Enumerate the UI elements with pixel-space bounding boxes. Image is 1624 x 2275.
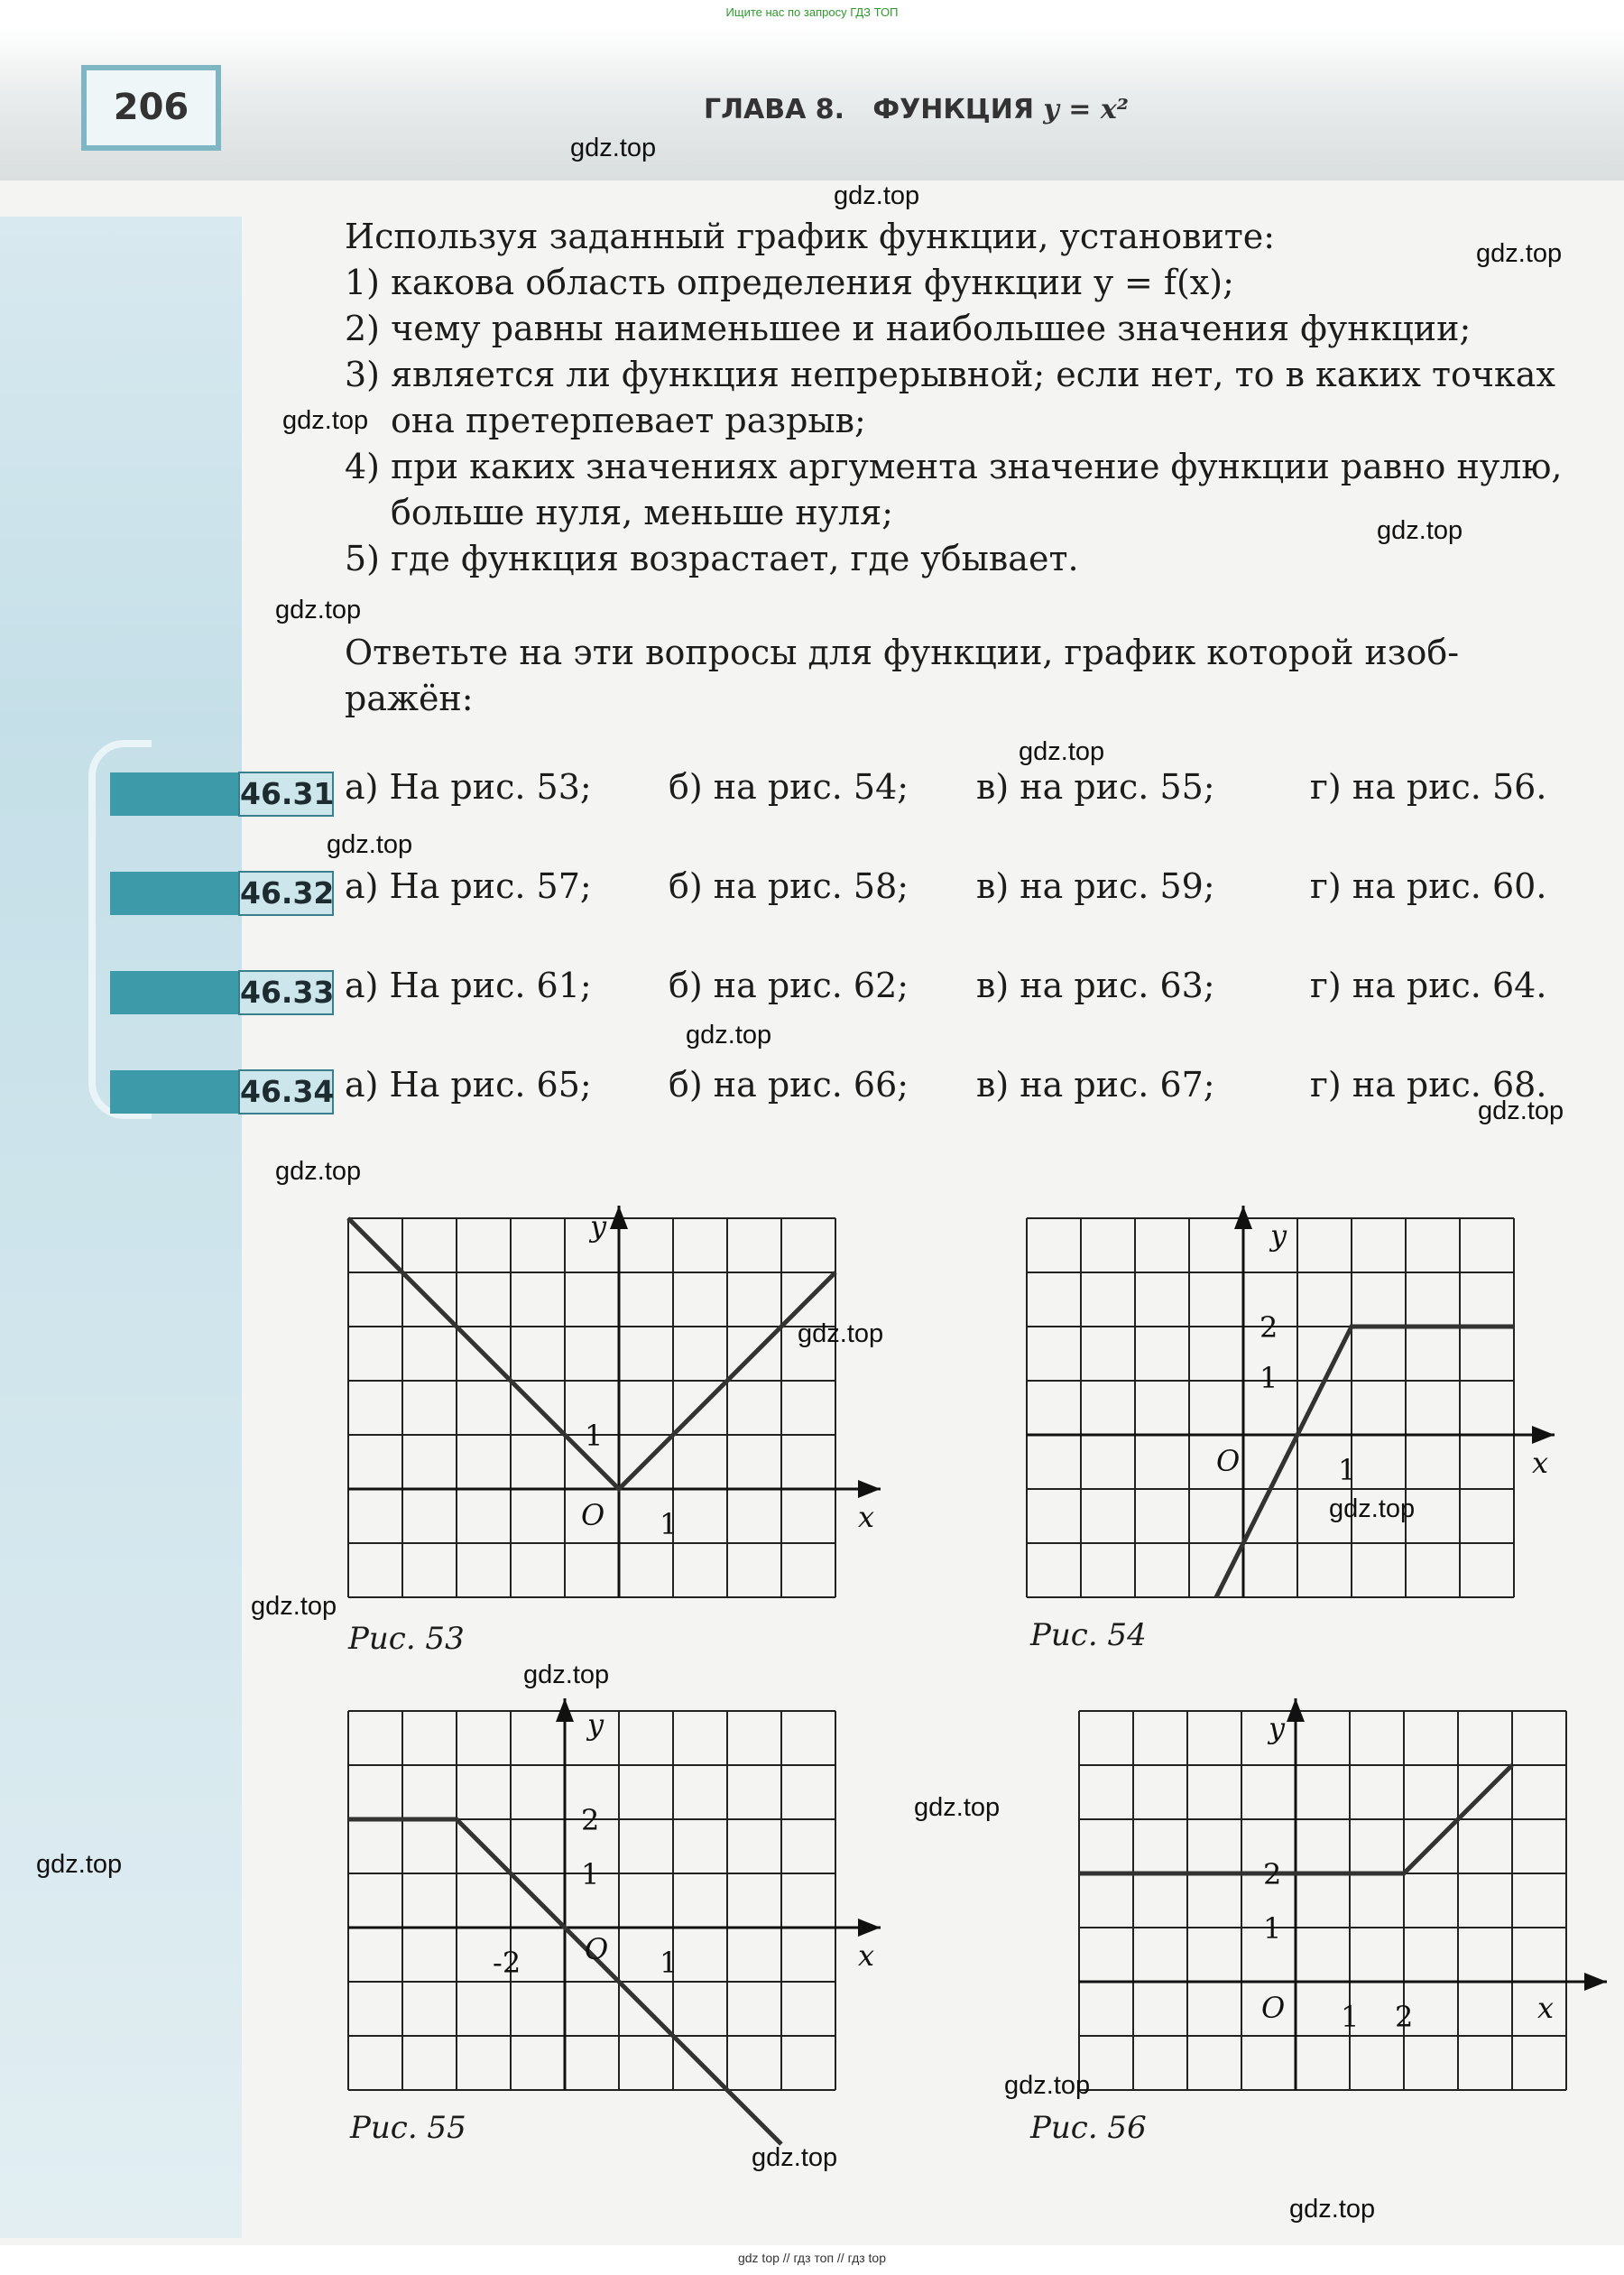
origin-label: O: [585, 1932, 609, 1966]
figure-54: [1027, 1218, 1563, 1597]
watermark[interactable]: gdz.top: [1019, 737, 1105, 766]
top-search-link[interactable]: Ищите нас по запросу ГДЗ ТОП: [725, 5, 899, 19]
origin-label: O: [1261, 1991, 1286, 2025]
grid: [348, 1218, 835, 1597]
watermark[interactable]: gdz.top: [275, 596, 362, 624]
figure-56: [1079, 1711, 1615, 2090]
question-line: ражён:: [345, 679, 474, 718]
y-label: y: [587, 1707, 604, 1742]
y-tick-label: 1: [1260, 1361, 1278, 1395]
exercise-number: 46.34: [238, 1069, 334, 1114]
exercise-item: б) на рис. 62;: [669, 966, 909, 1005]
figure-caption: Рис. 55: [350, 2110, 466, 2146]
intro-line: 1) какова область определения функции y = f(x);: [345, 263, 1234, 302]
exercise-item: в) на рис. 63;: [976, 966, 1215, 1005]
exercise-item: а) На рис. 65;: [345, 1065, 592, 1105]
intro-line: 4) при каких значениях аргумента значение функции равно нулю,: [345, 447, 1563, 486]
figure-caption: Рис. 56: [1030, 2110, 1147, 2146]
y-tick-label: 1: [581, 1857, 600, 1891]
watermark[interactable]: gdz.top: [1329, 1494, 1416, 1523]
x-tick-label: -2: [493, 1946, 521, 1980]
y-tick-label: 2: [1260, 1310, 1278, 1345]
x-arrow: [1584, 1973, 1607, 1991]
intro-line: Используя заданный график функции, установите:: [345, 217, 1276, 256]
chapter-label: ГЛАВА 8.: [704, 94, 845, 125]
exercise-item: в) на рис. 67;: [976, 1065, 1215, 1105]
y-tick-label: 1: [1263, 1911, 1282, 1946]
exercise-item: а) На рис. 53;: [345, 767, 592, 807]
x-arrow: [858, 1919, 881, 1937]
watermark[interactable]: gdz.top: [1478, 1096, 1564, 1125]
page-number: 206: [81, 65, 221, 151]
watermark[interactable]: gdz.top: [834, 181, 920, 210]
exercise-item: г) на рис. 56.: [1310, 767, 1547, 807]
watermark[interactable]: gdz.top: [798, 1319, 884, 1348]
y-tick-label: 2: [581, 1803, 600, 1837]
figure-caption: Рис. 53: [348, 1621, 465, 1657]
x-tick-label: 1: [1341, 2000, 1360, 2034]
watermark[interactable]: gdz.top: [914, 1793, 1001, 1822]
exercise-item: г) на рис. 60.: [1310, 866, 1547, 906]
exercise-item: а) На рис. 57;: [345, 866, 592, 906]
watermark[interactable]: gdz.top: [1377, 516, 1463, 545]
x-label: x: [1537, 1991, 1555, 2025]
intro-line: 3) является ли функция непрерывной; если нет, то в каких точках: [345, 355, 1555, 394]
chapter-header: [704, 94, 1129, 125]
watermark[interactable]: gdz.top: [686, 1021, 772, 1050]
x-arrow: [1532, 1426, 1555, 1444]
watermark[interactable]: gdz.top: [1289, 2195, 1376, 2224]
figure-caption: Рис. 54: [1030, 1617, 1147, 1653]
intro-line: она претерпевает разрыв;: [391, 401, 866, 440]
exercise-number: 46.33: [238, 970, 334, 1015]
y-label: y: [590, 1209, 607, 1244]
watermark[interactable]: gdz.top: [1476, 239, 1563, 268]
x-tick-label: 1: [1338, 1453, 1357, 1487]
x-arrow: [858, 1480, 881, 1498]
grid: [1079, 1711, 1566, 2090]
intro-line: больше нуля, меньше нуля;: [391, 493, 893, 532]
exercise-item: а) На рис. 61;: [345, 966, 592, 1005]
y-label: y: [1269, 1711, 1286, 1745]
exercise-item: б) на рис. 66;: [669, 1065, 909, 1105]
watermark[interactable]: gdz.top: [282, 406, 369, 435]
exercise-item: г) на рис. 68.: [1310, 1065, 1547, 1105]
watermark[interactable]: gdz.top: [523, 1660, 610, 1689]
exercise-item: б) на рис. 54;: [669, 767, 909, 807]
x-tick-label: 2: [1395, 2000, 1414, 2034]
bottom-links[interactable]: gdz top // гдз топ // гдз top: [737, 2251, 887, 2265]
exercise-item: в) на рис. 59;: [976, 866, 1215, 906]
side-panel: [0, 217, 242, 2238]
question-line: Ответьте на эти вопросы для функции, график которой изоб-: [345, 633, 1460, 672]
watermark[interactable]: gdz.top: [327, 830, 413, 859]
x-label: x: [858, 1500, 875, 1534]
grid: [348, 1711, 835, 2090]
chapter-formula: y = x²: [1043, 94, 1129, 125]
exercise-item: в) на рис. 55;: [976, 767, 1215, 807]
figure-55: [348, 1707, 890, 2090]
exercise-item: б) на рис. 58;: [669, 866, 909, 906]
x-tick-label: 1: [660, 1507, 678, 1541]
watermark[interactable]: gdz.top: [36, 1850, 123, 1879]
watermark[interactable]: gdz.top: [570, 134, 657, 162]
grid: [1027, 1218, 1514, 1597]
watermark[interactable]: gdz.top: [275, 1157, 362, 1186]
exercise-number: 46.31: [238, 772, 334, 817]
watermark[interactable]: gdz.top: [752, 2143, 838, 2172]
watermark[interactable]: gdz.top: [1004, 2071, 1091, 2100]
y-label: y: [1270, 1218, 1287, 1253]
watermark[interactable]: gdz.top: [251, 1592, 337, 1621]
x-label: x: [1532, 1446, 1549, 1480]
exercise-number: 46.32: [238, 871, 334, 916]
origin-label: O: [581, 1498, 605, 1532]
x-tick-label: 1: [660, 1946, 678, 1980]
intro-line: 2) чему равны наименьшее и наибольшее значения функции;: [345, 309, 1472, 348]
origin-label: O: [1216, 1444, 1241, 1478]
chapter-title: ФУНКЦИЯ: [872, 94, 1034, 125]
y-tick-label: 1: [585, 1419, 604, 1453]
intro-line: 5) где функция возрастает, где убывает.: [345, 539, 1079, 578]
y-tick-label: 2: [1263, 1857, 1282, 1891]
x-label: x: [858, 1938, 875, 1973]
exercise-item: г) на рис. 64.: [1310, 966, 1547, 1005]
